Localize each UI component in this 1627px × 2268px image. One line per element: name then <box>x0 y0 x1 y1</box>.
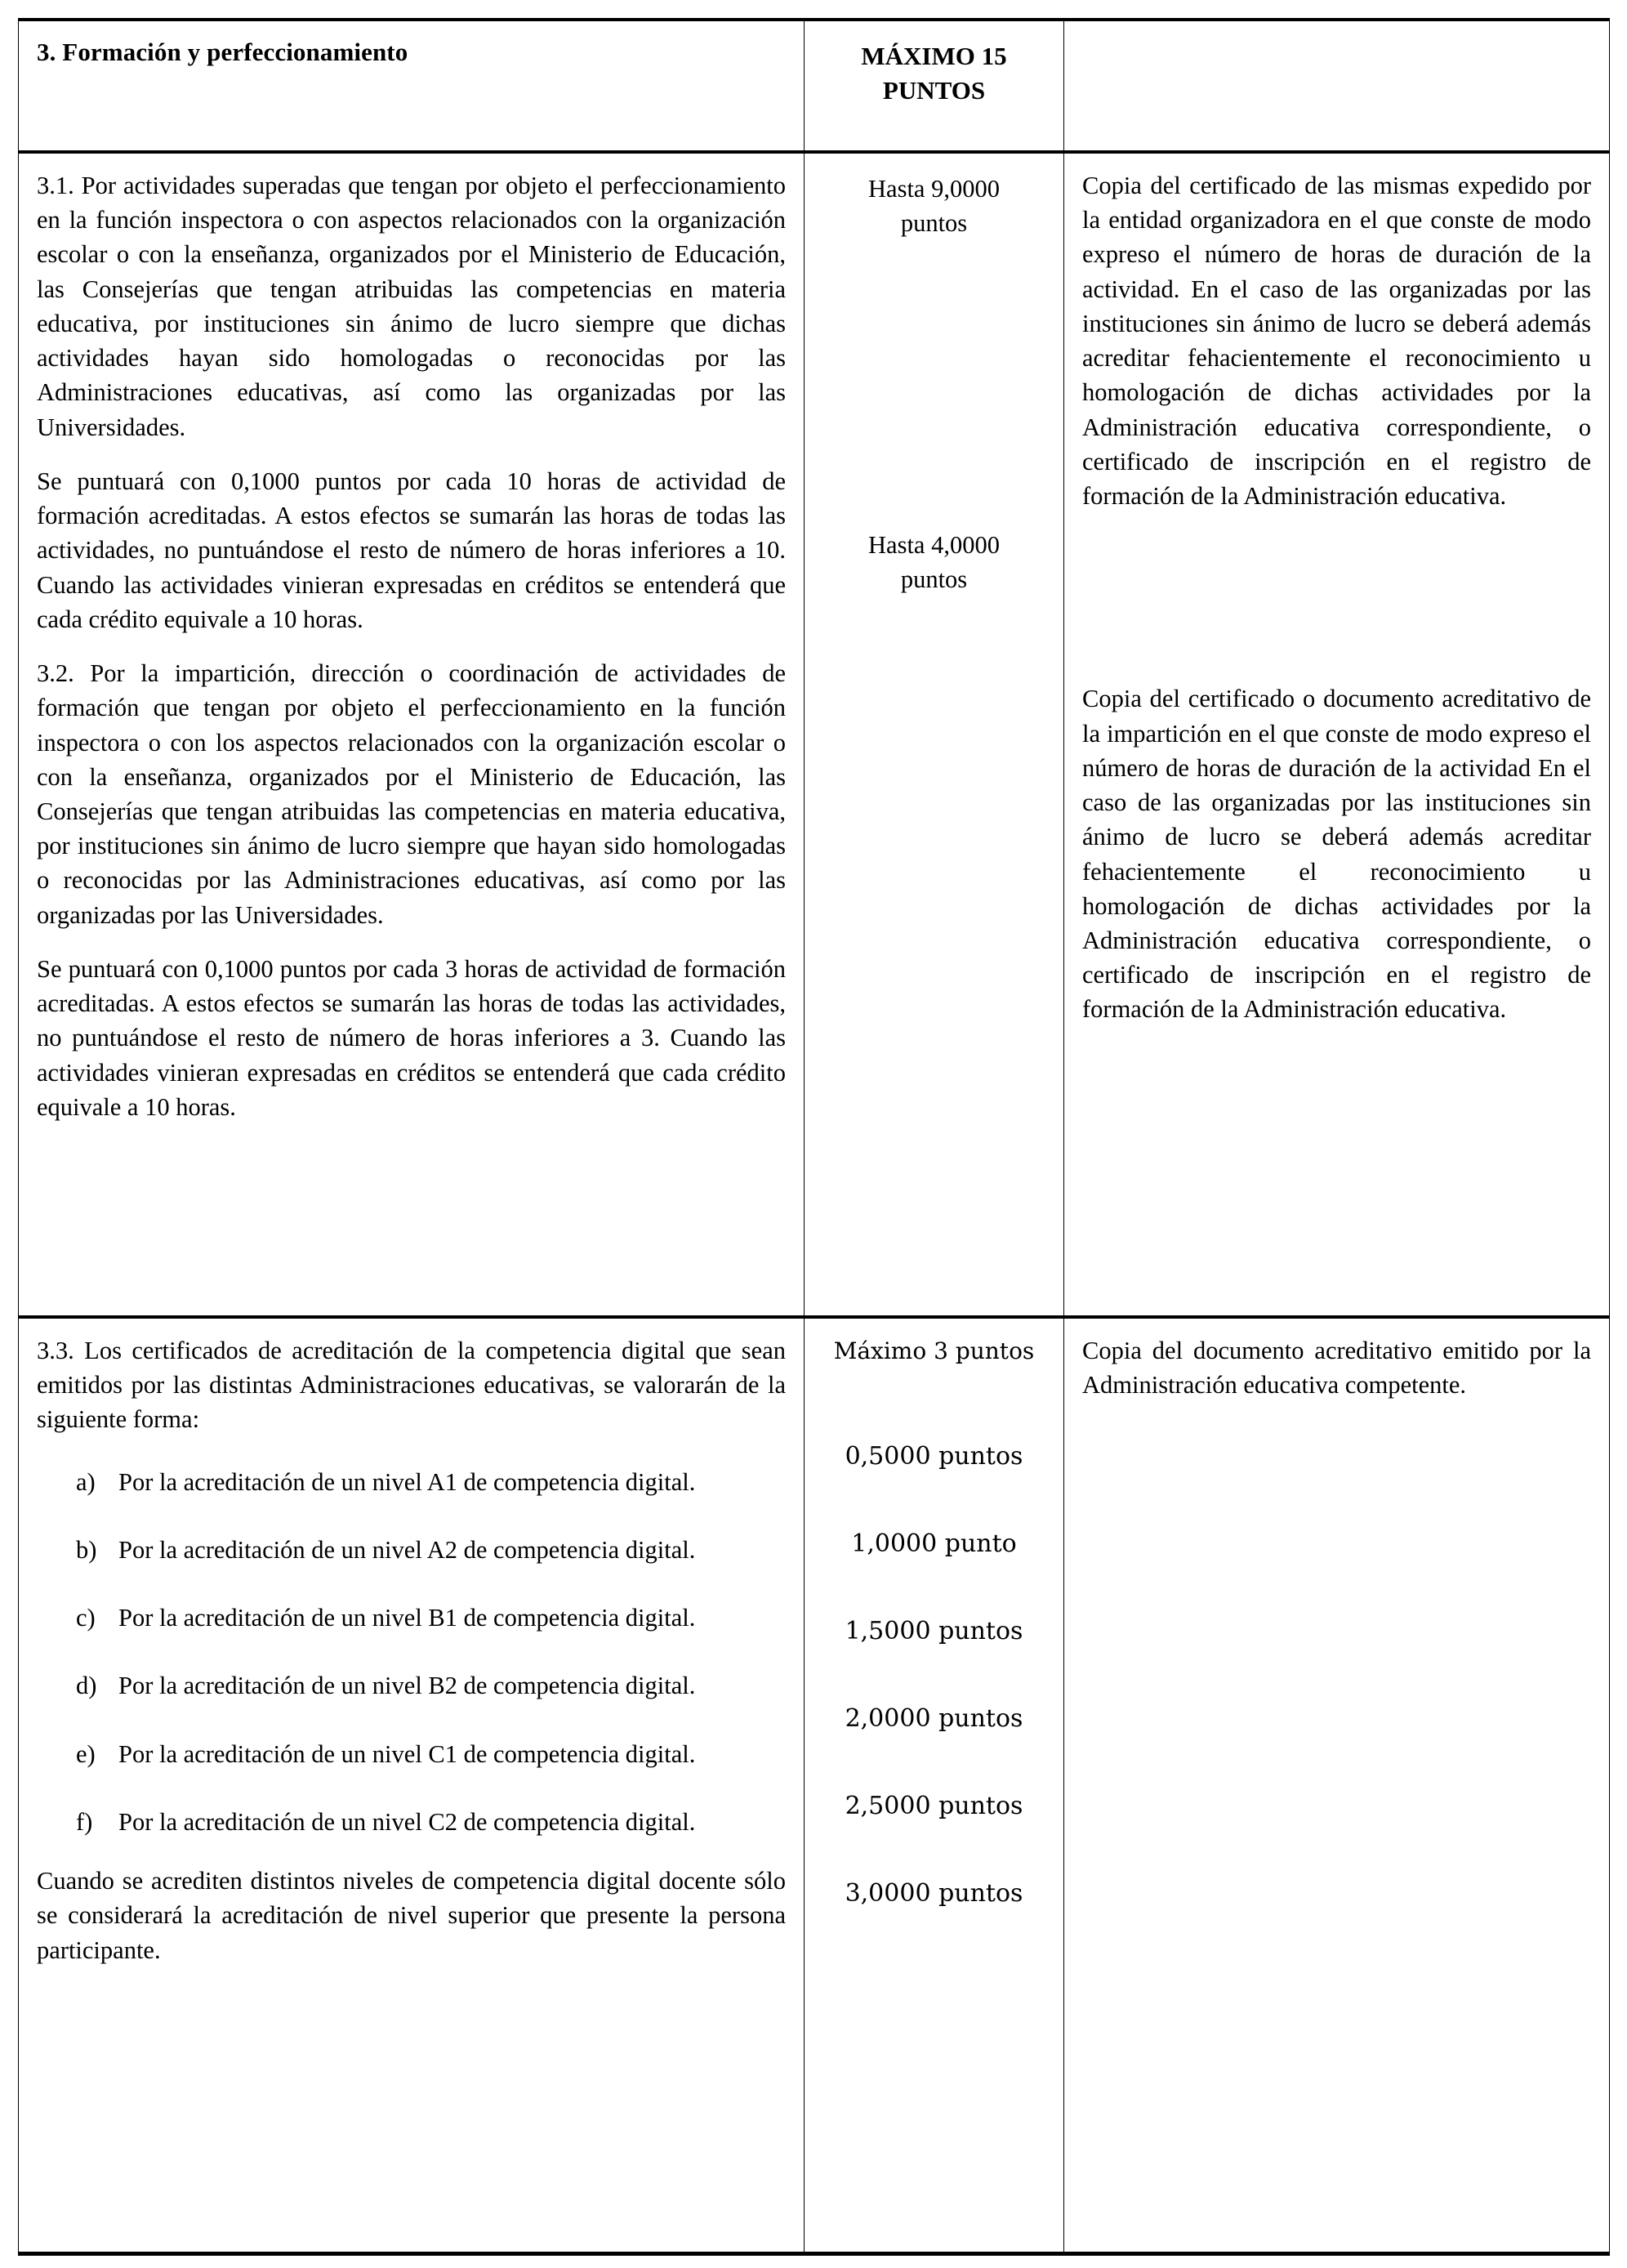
list-item-label: Por la acreditación de un nivel C2 de competencia digital. <box>118 1807 696 1836</box>
criterion-text-3-1-p2: Se puntuará con 0,1000 puntos por cada 10 horas de actividad de formación acreditadas. A estos efectos se sumarán las horas de todas las actividades, no puntuándose el resto de número de horas inferiores a 10. Cuando las actividades vinieran expresadas en créditos se entenderá que cada crédito equivale a 10 horas. <box>37 467 786 633</box>
criteria-cell-3-1-3-2 <box>19 152 805 1317</box>
evidence-text-3-1: Copia del certificado de las mismas expedido por la entidad organizadora en el que conste de modo expreso el número de horas de duración de la actividad. En el caso de las organizadas por las instituciones sin ánimo de lucro se deberá además acreditar fehacientemente el reconocimiento u homologación de dichas actividades por la Administración educativa correspondiente, o certificado de inscripción en el registro de formación de la Administración educativa. <box>1082 172 1591 511</box>
evidence-cell-3-3 <box>1064 1317 1610 2254</box>
points-spacer <box>816 1366 1052 1444</box>
section-title: 3. Formación y perfeccionamiento <box>37 38 408 66</box>
list-item <box>37 1465 786 1499</box>
list-item-label: Por la acreditación de un nivel A1 de competencia digital. <box>118 1467 696 1496</box>
list-item <box>37 1737 786 1771</box>
points-value-3-1-line1: Hasta 9,0000 <box>868 175 1000 203</box>
list-item-label: Por la acreditación de un nivel A2 de competencia digital. <box>118 1535 696 1564</box>
criterion-text-3-2-p1: 3.2. Por la impartición, dirección o coordinación de actividades de formación que tengan por objeto el perfeccionamiento en la función inspectora o con los aspectos relacionados con la organización escolar o con la enseñanza, organizados por el Ministerio de Educación, las Consejerías que tengan atribuidas las competencias en materia educativa, por instituciones sin ánimo de lucro siempre que hayan sido homologadas o reconocidas por las Administraciones educativas, así como por las organizadas por las Universidades. <box>37 659 786 929</box>
table-row <box>19 152 1610 1317</box>
competence-level-list <box>37 1465 786 1839</box>
header-cell-title <box>19 20 805 152</box>
points-value-f: 3,0000 puntos <box>845 1879 1023 1909</box>
table-row <box>19 1317 1610 2254</box>
points-value-c: 1,5000 puntos <box>845 1617 1023 1646</box>
list-marker: c) <box>76 1604 96 1632</box>
points-value-e: 2,5000 puntos <box>845 1792 1023 1821</box>
table-header-row <box>19 20 1610 152</box>
criterion-text-3-2-p2: Se puntuará con 0,1000 puntos por cada 3 horas de actividad de formación acreditadas. A estos efectos se sumarán las horas de todas las actividades, no puntuándose el resto de número de horas inferiores a 3. Cuando las actividades vinieran expresadas en créditos se entenderá que cada crédito equivale a 10 horas. <box>37 954 786 1121</box>
points-cell-3-3 <box>805 1317 1064 2254</box>
header-cell-evidence <box>1064 20 1610 152</box>
evidence-cell-3-1-3-2 <box>1064 152 1610 1317</box>
scoring-table <box>18 18 1610 2256</box>
points-cell-3-1-3-2 <box>805 152 1064 1317</box>
points-value-3-2-line1: Hasta 4,0000 <box>868 531 1000 560</box>
list-item <box>37 1533 786 1567</box>
points-spacer <box>816 240 1052 528</box>
criterion-text-3-1-p1: 3.1. Por actividades superadas que tengan por objeto el perfeccionamiento en la función inspectora o con aspectos relacionados con la organización escolar o con la enseñanza, organizados por el Ministerio de Educación, las Consejerías que tengan atribuidas las competencias en materia educativa, por instituciones sin ánimo de lucro siempre que dichas actividades hayan sido homologadas o reconocidas por las Administraciones educativas, así como las organizadas por las Universidades. <box>37 172 786 441</box>
list-marker: a) <box>76 1467 96 1496</box>
list-item <box>37 1805 786 1839</box>
list-marker: d) <box>76 1672 97 1700</box>
list-marker: b) <box>76 1535 97 1564</box>
list-item <box>37 1601 786 1635</box>
evidence-text-3-3: Copia del documento acreditativo emitido por la Administración educativa competente. <box>1082 1337 1591 1400</box>
list-item-label: Por la acreditación de un nivel C1 de competencia digital. <box>118 1739 696 1768</box>
evidence-text-3-2: Copia del certificado o documento acreditativo de la impartición en el que conste de modo expreso el número de horas de duración de la actividad En el caso de las organizadas por las instituciones sin ánimo de lucro se deberá además acreditar fehacientemente el reconocimiento u homologación de dichas actividades por la Administración educativa correspondiente, o certificado de inscripción en el registro de formación de la Administración educativa. <box>1082 685 1591 1024</box>
header-cell-max-points <box>805 20 1064 152</box>
list-item-label: Por la acreditación de un nivel B1 de competencia digital. <box>118 1604 696 1632</box>
points-value-list <box>816 1366 1052 1969</box>
criterion-intro-3-3: 3.3. Los certificados de acreditación de la competencia digital que sean emitidos por las distintas Administraciones educativas, se valorarán de la siguiente forma: <box>37 1337 786 1434</box>
list-item-label: Por la acreditación de un nivel B2 de competencia digital. <box>118 1672 696 1700</box>
list-marker: e) <box>76 1739 96 1768</box>
max-points-line-2: PUNTOS <box>882 75 986 105</box>
points-value-a: 0,5000 puntos <box>845 1442 1023 1471</box>
points-value-3-1-line2: puntos <box>900 209 968 238</box>
points-value-d: 2,0000 puntos <box>845 1704 1023 1734</box>
max-points-line-1: MÁXIMO 15 <box>861 42 1007 70</box>
list-item <box>37 1668 786 1703</box>
points-header-3-3: Máximo 3 puntos <box>833 1337 1035 1364</box>
criteria-cell-3-3 <box>19 1317 805 2254</box>
points-value-3-2-line2: puntos <box>900 565 968 594</box>
points-value-b: 1,0000 punto <box>851 1529 1017 1559</box>
list-marker: f) <box>76 1807 93 1836</box>
criterion-closing-3-3: Cuando se acrediten distintos niveles de competencia digital docente sólo se considerará la acreditación de nivel superior que presente la persona participante. <box>37 1867 786 1964</box>
